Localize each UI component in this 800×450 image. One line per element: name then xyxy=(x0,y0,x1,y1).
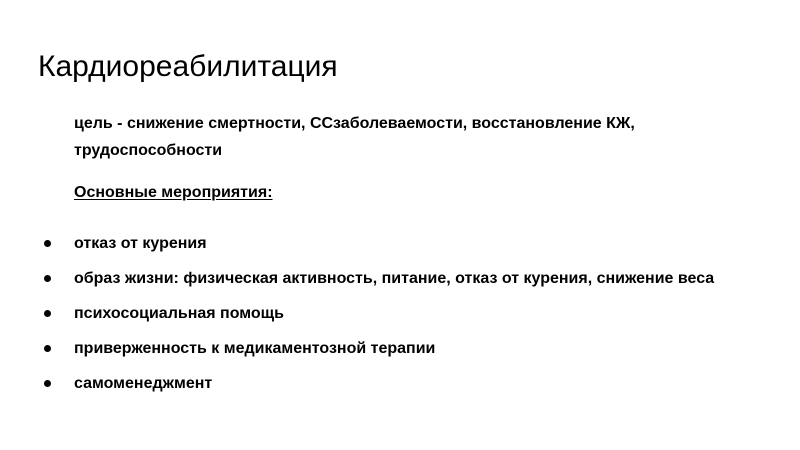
list-item xyxy=(0,331,800,366)
bullet-icon xyxy=(44,345,51,352)
list-item xyxy=(0,296,800,331)
list-item xyxy=(0,366,800,401)
bullet-icon xyxy=(44,380,51,387)
bullet-icon xyxy=(44,240,51,247)
list-item-text: психосоциальная помощь xyxy=(74,305,285,322)
measures-heading: Основные мероприятия: xyxy=(74,184,273,201)
bullet-icon xyxy=(44,275,51,282)
list-item xyxy=(0,261,800,296)
list-item-text: отказ от курения xyxy=(74,235,207,252)
list-item-text: самоменеджмент xyxy=(74,375,213,392)
list-item-text: приверженность к медикаментозной терапии xyxy=(74,340,436,357)
measures-list xyxy=(0,226,800,401)
list-item xyxy=(0,226,800,261)
bullet-icon xyxy=(44,310,51,317)
list-item-text: образ жизни: физическая активность, питание, отказ от курения, снижение веса xyxy=(74,270,715,287)
goal-text: цель - снижение смертности, ССзаболеваемости, восстановление КЖ, трудоспособности xyxy=(74,115,635,159)
slide-title: Кардиореабилитация xyxy=(38,50,338,83)
